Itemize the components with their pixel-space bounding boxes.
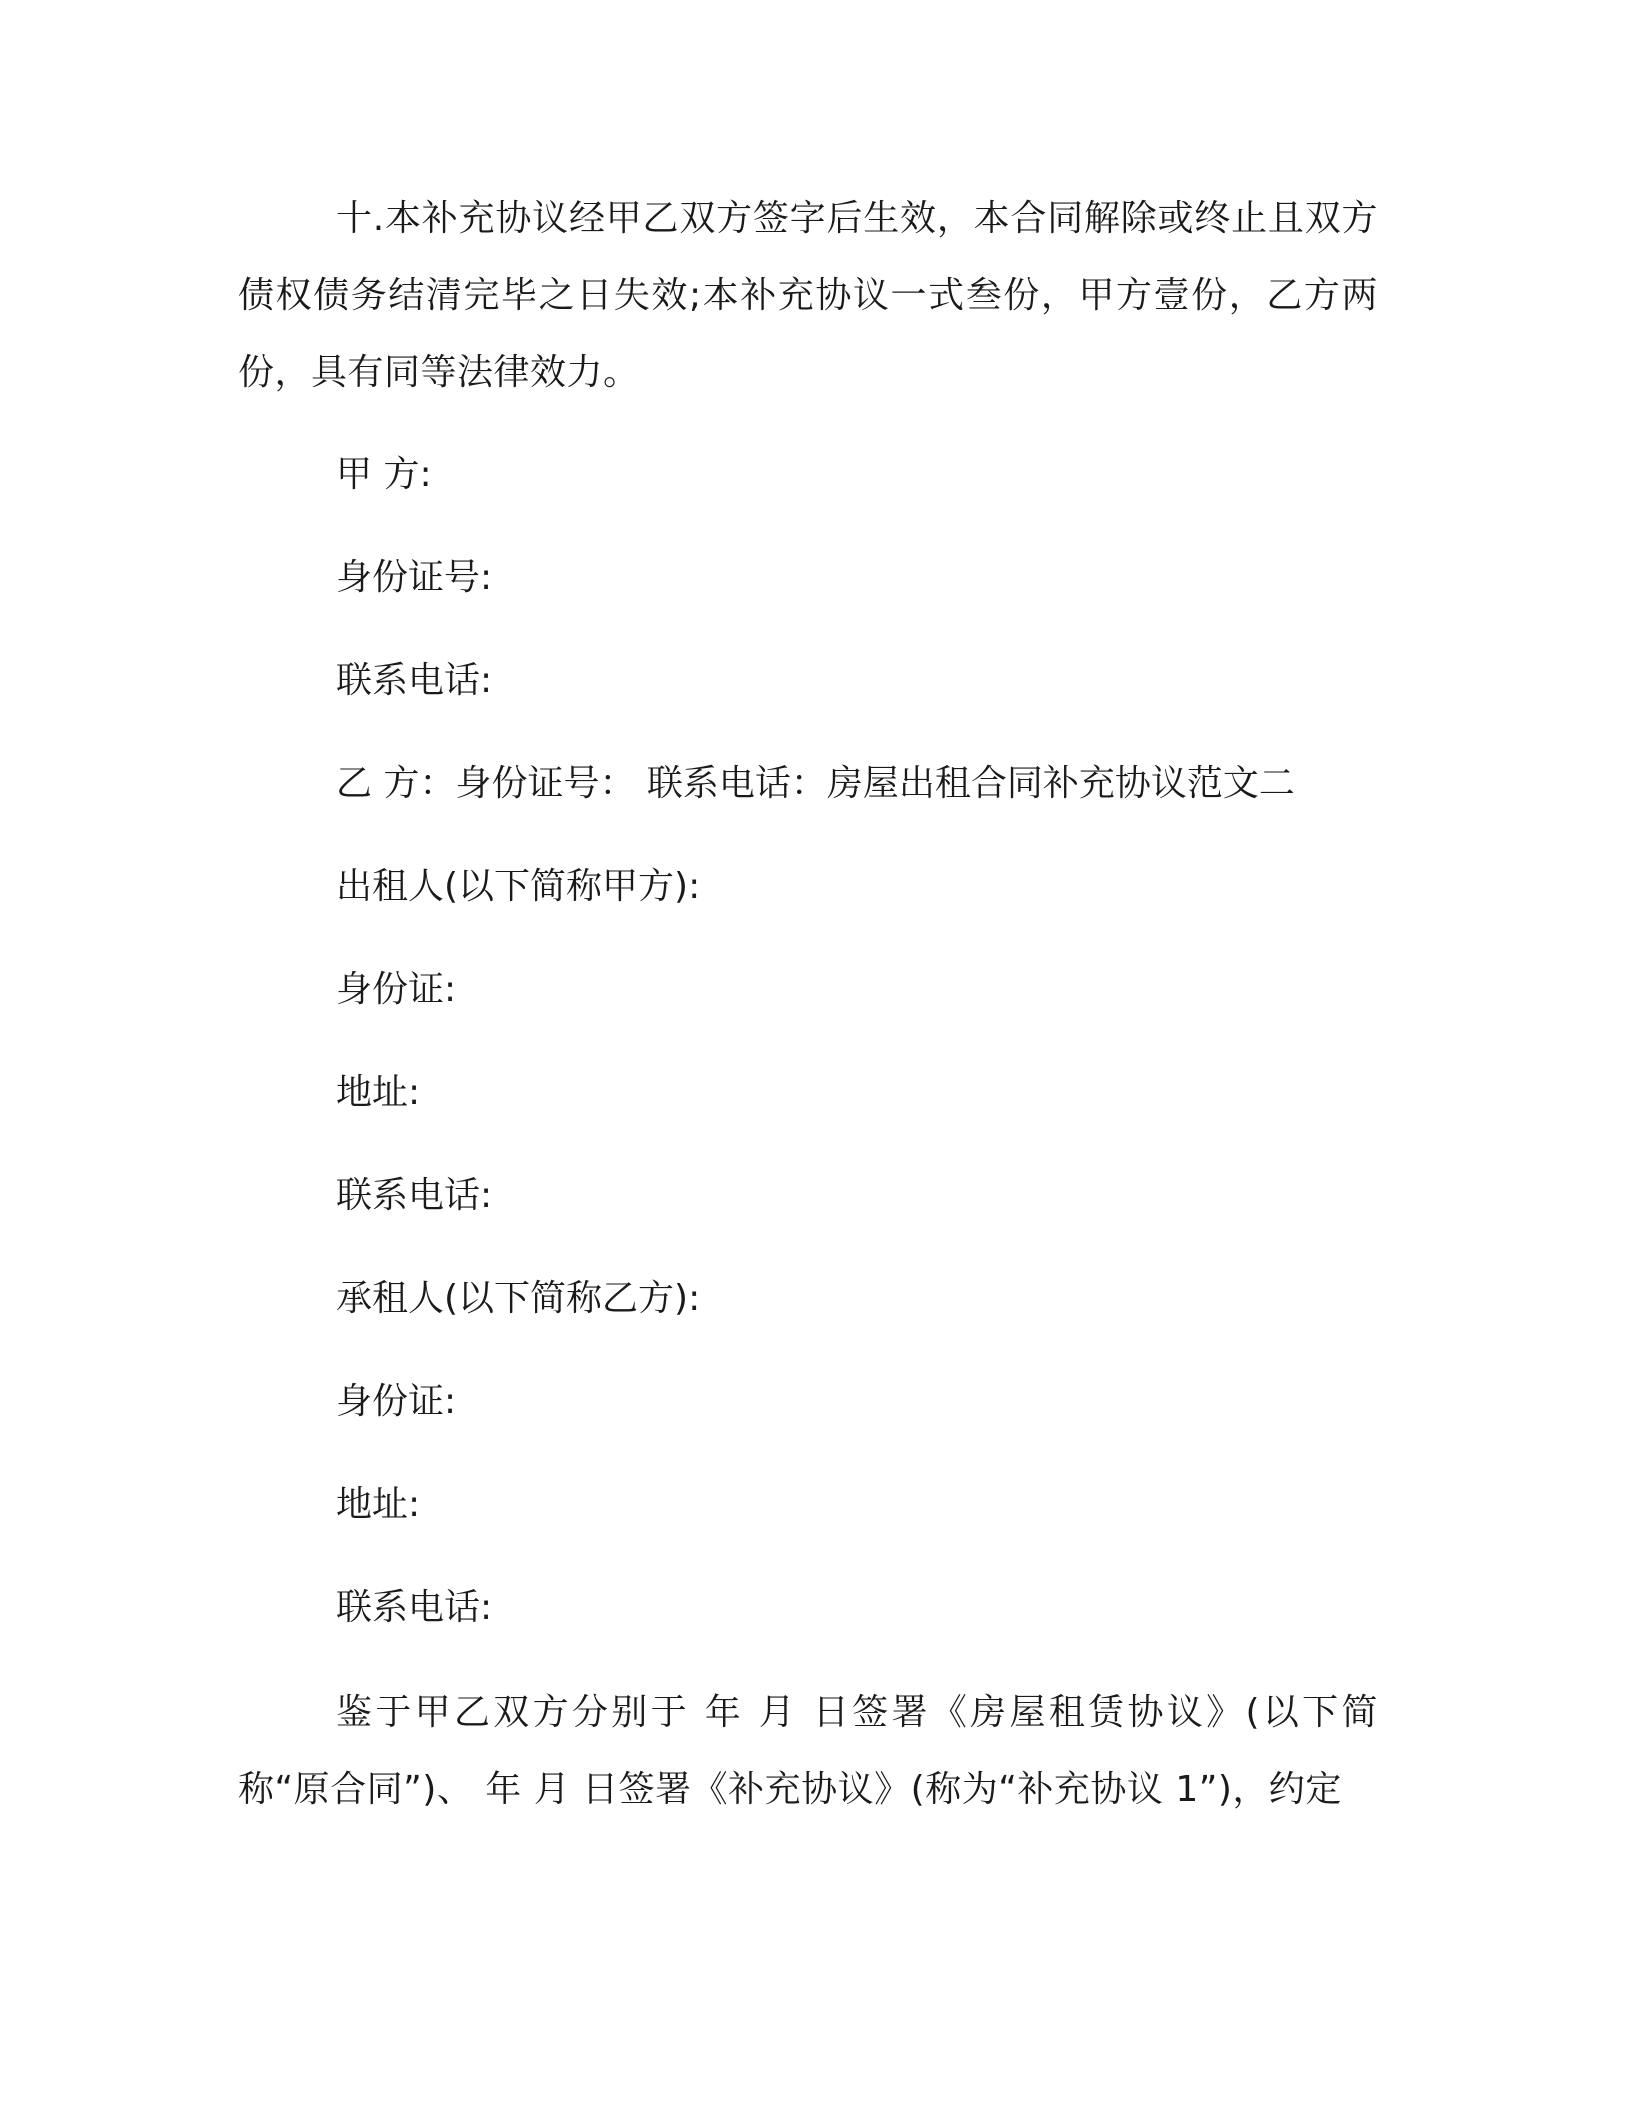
party-a-phone-label: 联系电话: [336,660,493,701]
lessee-address-label: 地址: [336,1484,421,1525]
lessor-address-label: 地址: [336,1072,421,1113]
lessor-phone-label: 联系电话: [336,1175,493,1216]
party-b-line: 乙 方：身份证号： 联系电话：房屋出租合同补充协议范文二 [336,763,1295,804]
lessee-id-label: 身份证: [336,1381,457,1422]
party-a-label: 甲 方: [336,454,432,495]
clause-ten-paragraph: 十.本补充协议经甲乙双方签字后生效，本合同解除或终止且双方债权债务结清完毕之日失效;本补充协议一式叁份，甲方壹份，乙方两份，具有同等法律效力。 [238,198,1378,393]
lessee-phone-label: 联系电话: [336,1587,493,1628]
lessor-id-label: 身份证: [336,969,457,1010]
lessor-label: 出租人(以下简称甲方): [336,866,701,907]
recital-paragraph: 鉴于甲乙双方分别于 年 月 日签署《房屋租赁协议》(以下简称“原合同”)、 年 月 日签署《补充协议》(称为“补充协议 1”)，约定 [238,1692,1378,1810]
party-a-id-label: 身份证号: [336,557,493,598]
lessee-label: 承租人(以下简称乙方): [336,1278,701,1319]
